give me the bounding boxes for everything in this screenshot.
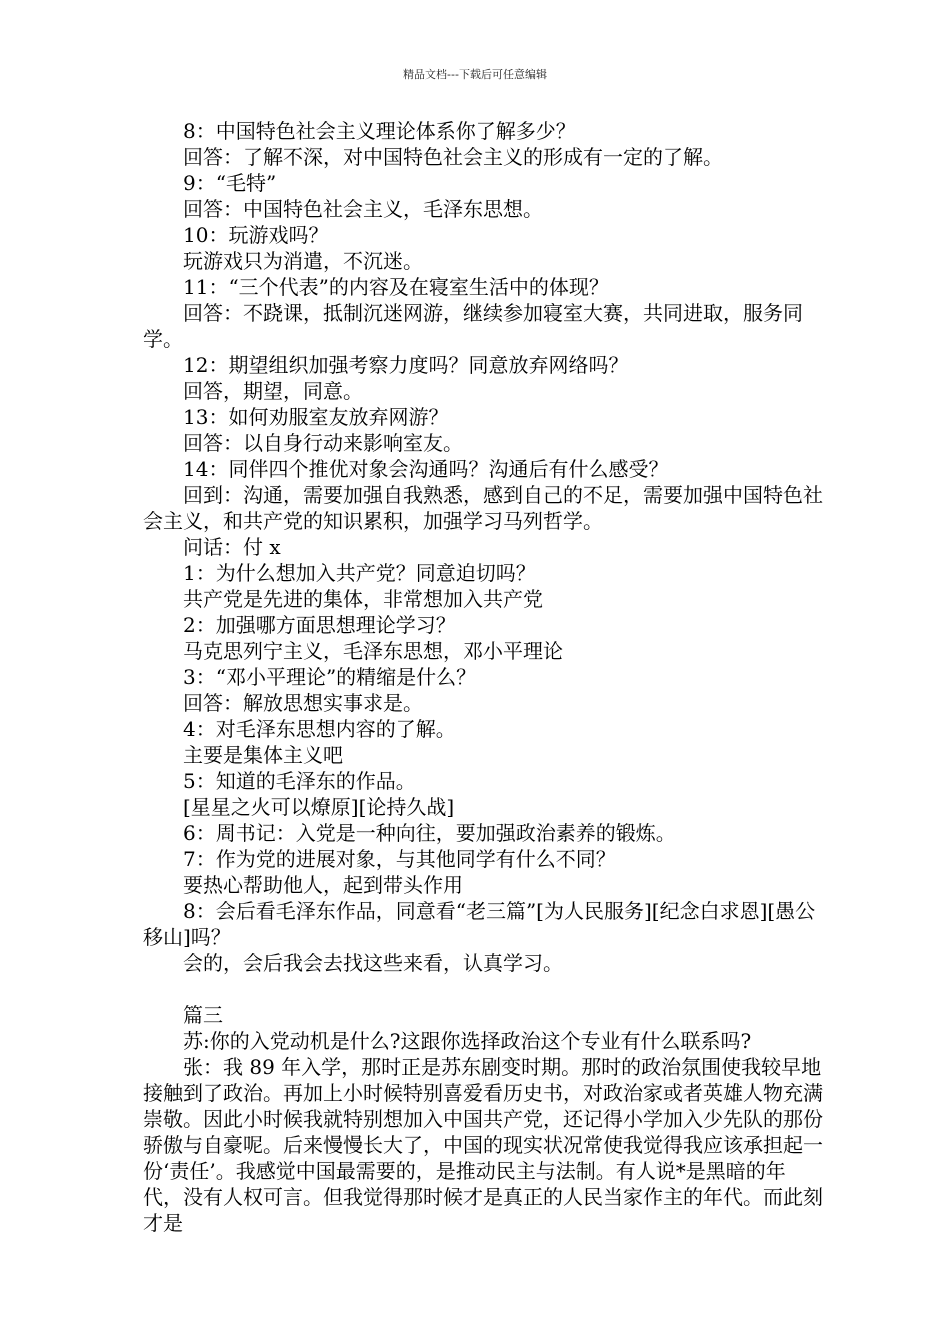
paragraph: 8：中国特色社会主义理论体系你了解多少？ [183, 119, 576, 143]
paragraph: 苏:你的入党动机是什么?这跟你选择政治这个专业有什么联系吗? [183, 1029, 752, 1053]
paragraph: 1：为什么想加入共产党？同意迫切吗？ [183, 561, 536, 585]
paragraph: 7：作为党的进展对象，与其他同学有什么不同？ [183, 847, 616, 871]
section-title: 篇三 [183, 1003, 223, 1027]
paragraph: 5：知道的毛泽东的作品。 [183, 769, 416, 793]
paragraph: 13：如何劝服室友放弃网游？ [183, 405, 449, 429]
paragraph: 6：周书记：入党是一种向往，要加强政治素养的锻炼。 [183, 821, 676, 845]
paragraph: 10：玩游戏吗？ [183, 223, 329, 247]
paragraph: 共产党是先进的集体，非常想加入共产党 [183, 587, 543, 611]
paragraph: 主要是集体主义吧 [183, 743, 343, 767]
page-header: 精品文档---下载后可任意编辑 [403, 68, 547, 81]
section-spacer [143, 976, 823, 1002]
paragraph: 14：同伴四个推优对象会沟通吗？沟通后有什么感受？ [183, 457, 669, 481]
paragraph: 3：“邓小平理论”的精缩是什么？ [183, 665, 477, 689]
paragraph: 回答：不跷课，抵制沉迷网游，继续参加寝室大赛，共同进取，服务同学。 [143, 301, 803, 351]
paragraph: 回答：以自身行动来影响室友。 [183, 431, 463, 455]
paragraph: 问话：付 x [183, 535, 281, 559]
paragraph: 回答：中国特色社会主义，毛泽东思想。 [183, 197, 543, 221]
paragraph: 要热心帮助他人，起到带头作用 [183, 873, 463, 897]
paragraph: 2：加强哪方面思想理论学习？ [183, 613, 456, 637]
paragraph: 12：期望组织加强考察力度吗？同意放弃网络吗？ [183, 353, 629, 377]
paragraph: 11：“三个代表”的内容及在寝室生活中的体现？ [183, 275, 609, 299]
paragraph: 9：“毛特” [183, 171, 277, 195]
paragraph: 8：会后看毛泽东作品，同意看“老三篇”[为人民服务][纪念白求恩][愚公移山]吗？ [143, 899, 816, 949]
paragraph: 4：对毛泽东思想内容的了解。 [183, 717, 456, 741]
paragraph: 张：我 89 年入学，那时正是苏东剧变时期。那时的政治氛围使我较早地接触到了政治。再加上小时候特别喜爱看历史书，对政治家或者英雄人物充满崇敬。因此小时候我就特别想加入中国共产党，还记得小学加入少先队的那份骄傲与自豪呢。后来慢慢长大了，中国的现实状况常使我觉得我应该承担起一份‘责任’。我感觉中国最需要的，是推动民主与法制。有人说*是黑暗的年代，没有人权可言。但我觉得那时候才是真正的人民当家作主的年代。而此刻才是 [143, 1055, 823, 1235]
paragraph: 回到：沟通，需要加强自我熟悉，感到自己的不足，需要加强中国特色社会主义，和共产党的知识累积，加强学习马列哲学。 [143, 483, 823, 533]
paragraph: 回答：了解不深，对中国特色社会主义的形成有一定的了解。 [183, 145, 723, 169]
paragraph: [星星之火可以燎原][论持久战] [183, 795, 455, 819]
paragraph: 马克思列宁主义，毛泽东思想，邓小平理论 [183, 639, 563, 663]
paragraph: 回答，期望，同意。 [183, 379, 363, 403]
paragraph: 玩游戏只为消遣，不沉迷。 [183, 249, 423, 273]
document-body [143, 118, 823, 1236]
paragraph: 回答：解放思想实事求是。 [183, 691, 423, 715]
paragraph: 会的，会后我会去找这些来看，认真学习。 [183, 951, 563, 975]
